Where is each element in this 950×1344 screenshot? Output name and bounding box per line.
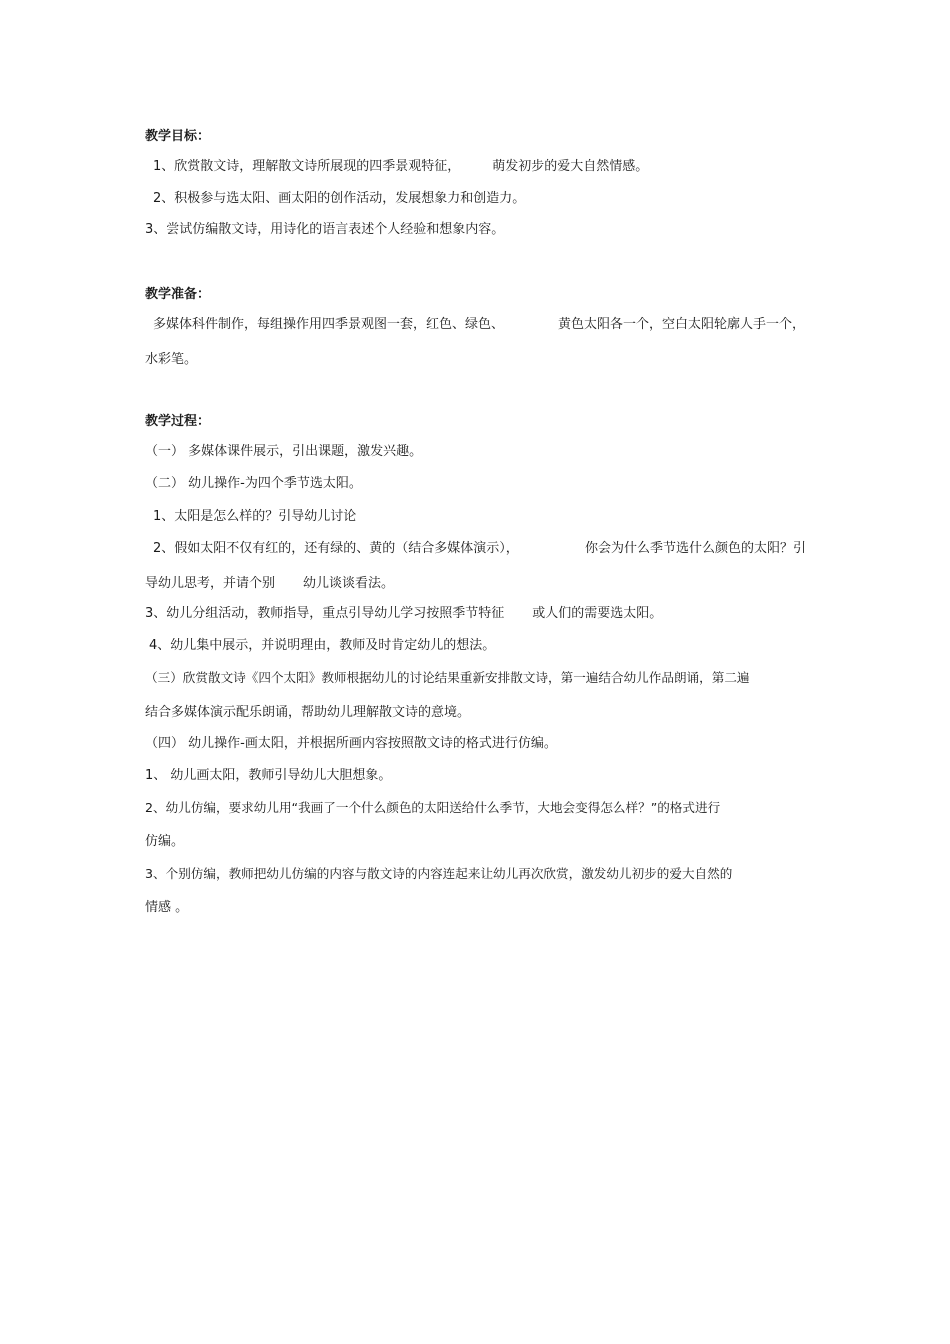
goals-item-1 (153, 159, 823, 175)
prep-line-2: 水彩笔。 (145, 352, 198, 367)
process-heading: 教学过程： (145, 414, 211, 429)
process-step-2-item-1: 1、太阳是怎么样的？引导幼儿讨论 (153, 509, 357, 524)
process-step-2-item-2-part-d: 幼儿谈谈看法。 (303, 576, 395, 591)
prep-heading: 教学准备： (145, 287, 211, 302)
goals-item-1-part-a: 1、欣赏散文诗，理解散文诗所展现的四季景观特征， (153, 159, 461, 174)
process-step-2-item-4: 4、幼儿集中展示，并说明理由，教师及时肯定幼儿的想法。 (149, 638, 496, 653)
process-step-2-item-2-part-a: 2、假如太阳不仅有红的，还有绿的、黄的（结合多媒体演示）， (153, 541, 519, 556)
goals-item-3: 3、尝试仿编散文诗，用诗化的语言表述个人经验和想象内容。 (145, 222, 505, 237)
goals-item-1-part-b: 萌发初步的爱大自然情感。 (492, 159, 649, 174)
prep-line-1 (153, 317, 805, 333)
process-step-2-item-2-part-b: 你会为什么季节选什么颜色的太阳？引 (584, 541, 806, 556)
process-step-4-item-2-line-1: 2、幼儿仿编，要求幼儿用“我画了一个什么颜色的太阳送给什么季节，大地会变得怎么样？”的格式进行 (145, 800, 721, 815)
prep-line-1-part-a: 多媒体科件制作，每组操作用四季景观图一套，红色、绿色、 (153, 317, 505, 332)
process-step-3-line-1: （三）欣赏散文诗《四个太阳》教师根据幼儿的讨论结果重新安排散文诗，第一遍结合幼儿作品朗诵，第二遍 (145, 670, 750, 685)
process-step-4-item-1: 1、 幼儿画太阳，教师引导幼儿大胆想象。 (145, 768, 392, 783)
process-step-2: （二） 幼儿操作-为四个季节选太阳。 (145, 476, 362, 491)
prep-line-1-part-b: 黄色太阳各一个，空白太阳轮廓人手一个， (557, 317, 805, 332)
process-step-2-item-2-cont (145, 576, 815, 592)
process-step-4-item-3-line-1: 3、个别仿编，教师把幼儿仿编的内容与散文诗的内容连起来让幼儿再次欣赏，激发幼儿初步的爱大自然的 (145, 866, 733, 881)
process-step-2-item-3-part-b: 或人们的需要选太阳。 (532, 606, 663, 621)
goals-item-2: 2、积极参与选太阳、画太阳的创作活动，发展想象力和创造力。 (153, 191, 526, 206)
process-step-2-item-2-part-c: 导幼儿思考，并请个别 (145, 576, 276, 591)
process-step-4-item-3-line-2: 情感 。 (145, 900, 189, 915)
process-step-3-line-2: 结合多媒体演示配乐朗诵，帮助幼儿理解散文诗的意境。 (145, 705, 471, 720)
process-step-2-item-3 (145, 606, 815, 622)
goals-heading: 教学目标： (145, 129, 211, 144)
process-step-1: （一） 多媒体课件展示，引出课题，激发兴趣。 (145, 444, 423, 459)
process-step-2-item-2 (153, 541, 806, 557)
process-step-2-item-3-part-a: 3、幼儿分组活动，教师指导，重点引导幼儿学习按照季节特征 (145, 606, 505, 621)
process-step-4-item-2-line-2: 仿编。 (145, 834, 185, 849)
process-step-4: （四） 幼儿操作-画太阳，并根据所画内容按照散文诗的格式进行仿编。 (145, 736, 557, 751)
